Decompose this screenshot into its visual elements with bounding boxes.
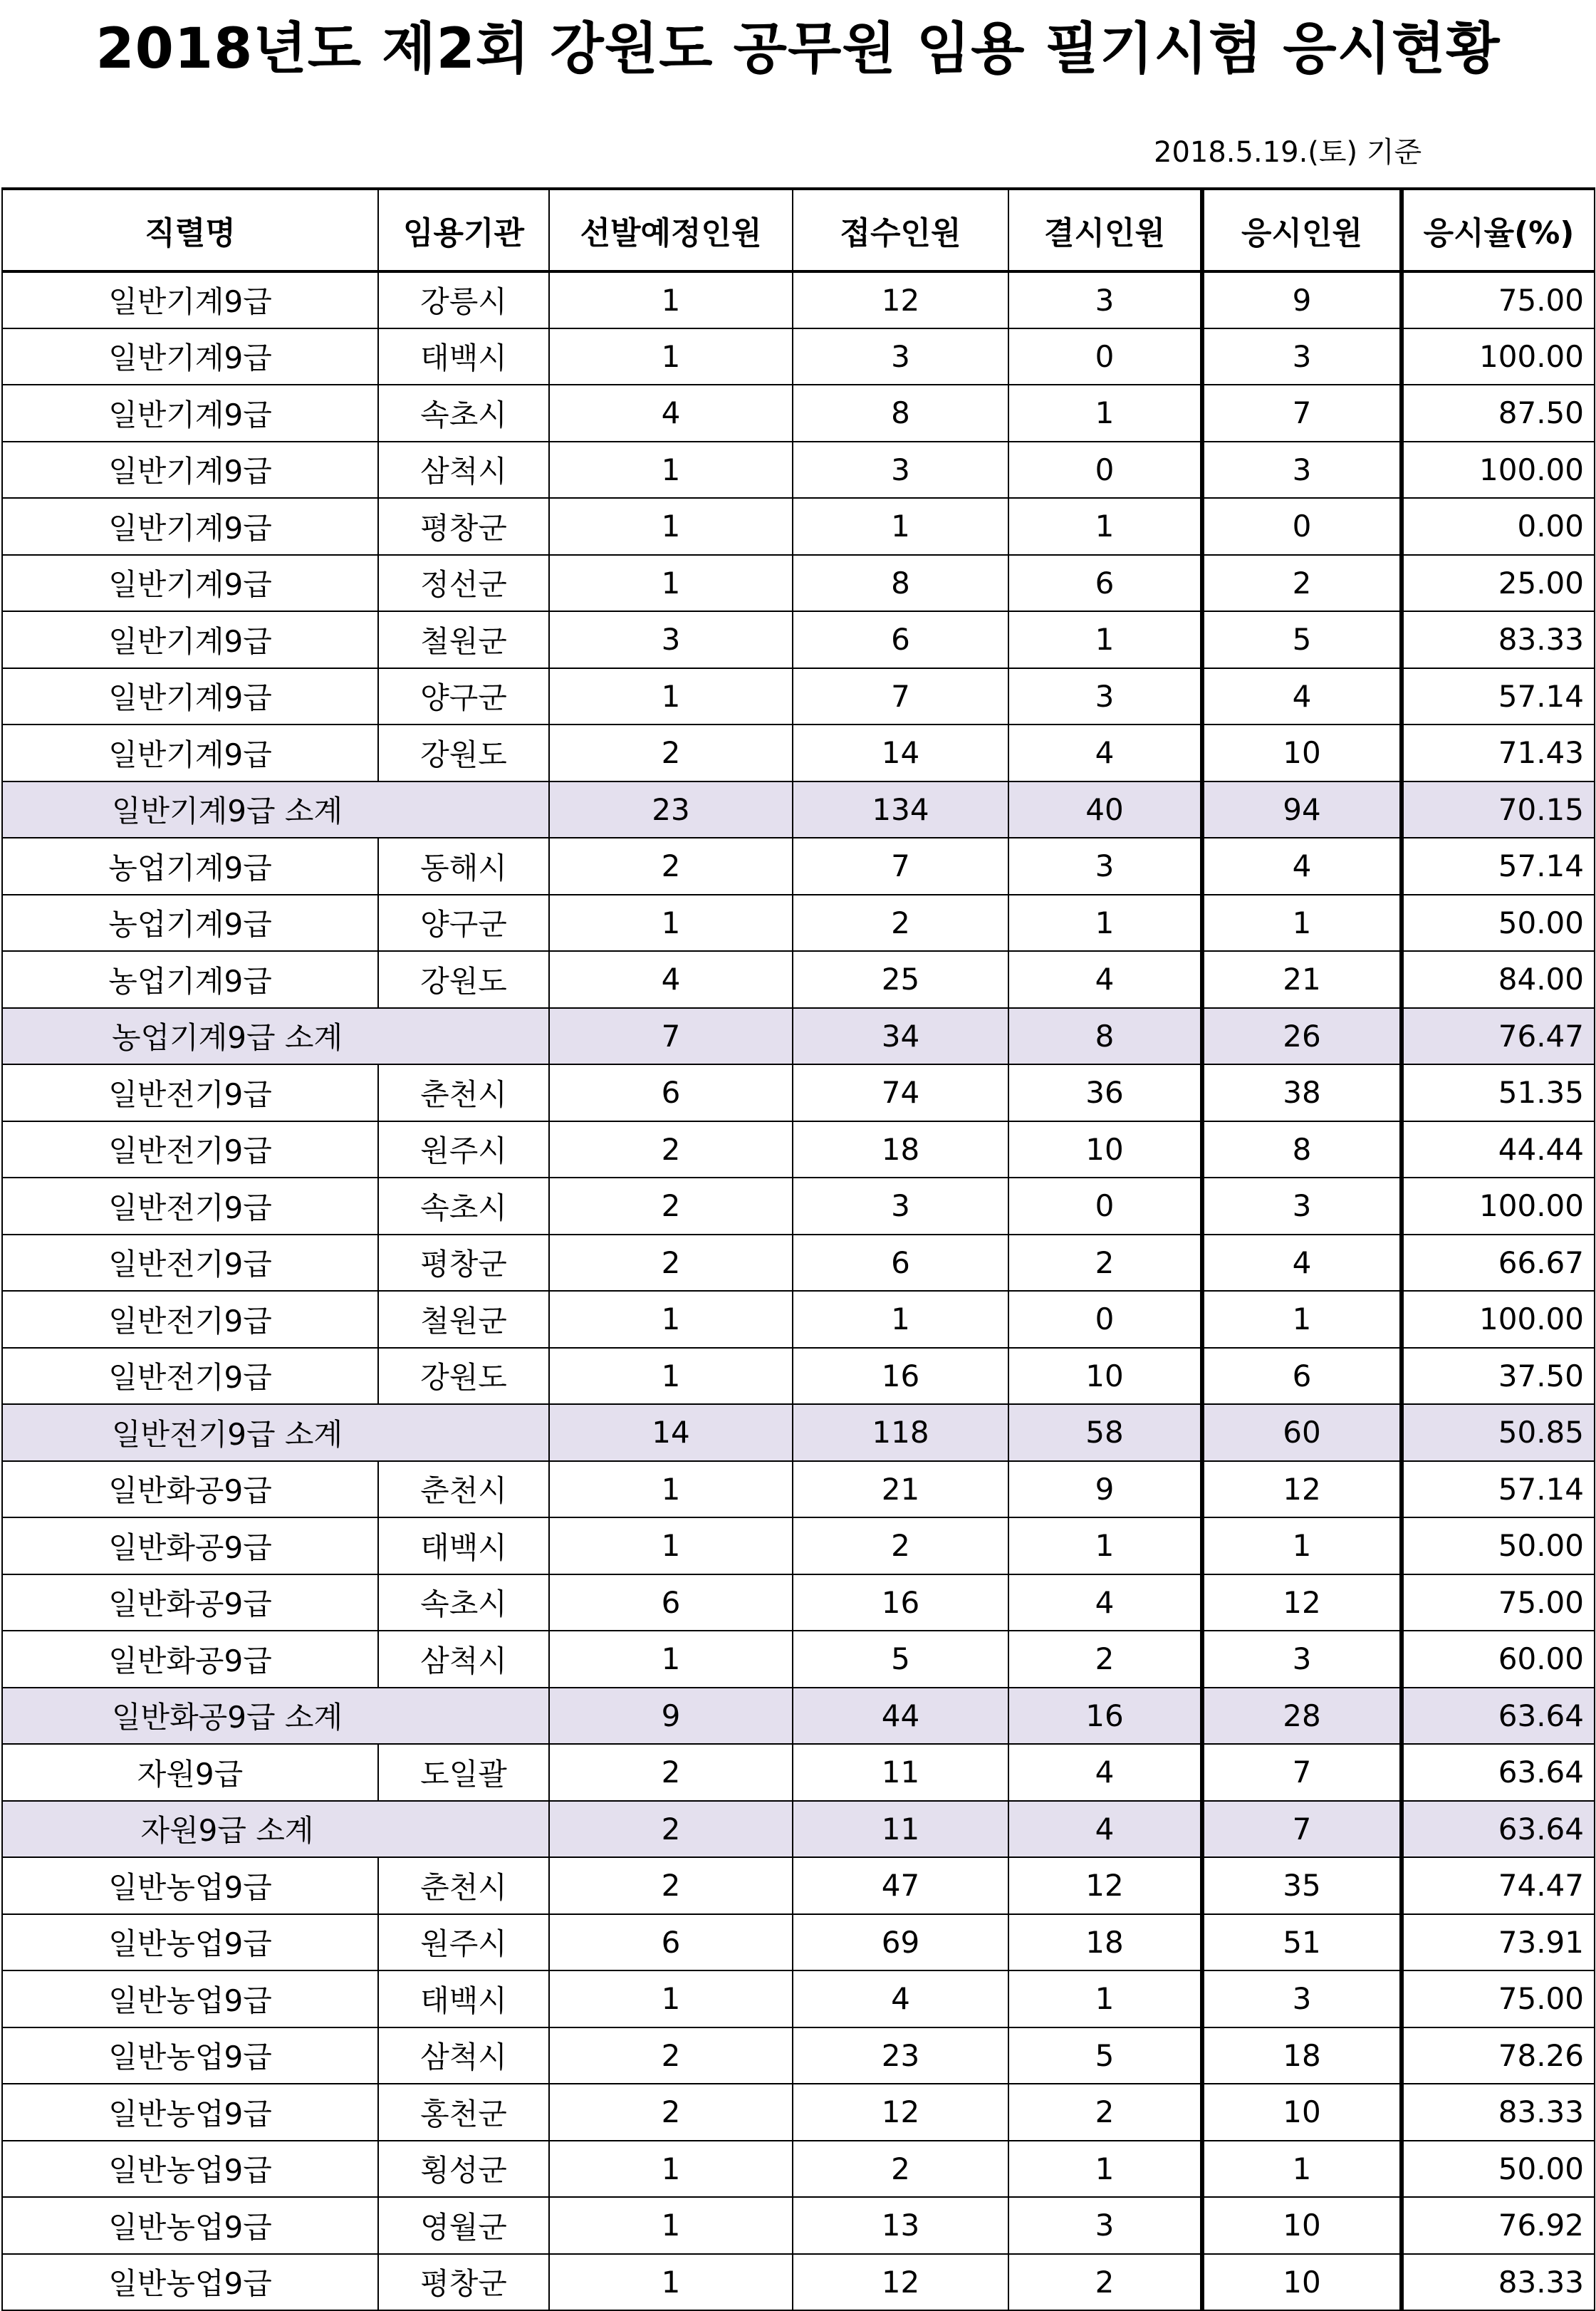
cell-rate: 37.50 — [1402, 1348, 1595, 1405]
cell-planned: 6 — [549, 1064, 793, 1121]
cell-series: 일반화공9급 — [2, 1461, 378, 1518]
cell-series: 일반기계9급 — [2, 442, 378, 499]
cell-absent: 2 — [1008, 1631, 1202, 1688]
cell-applicants: 1 — [1202, 895, 1402, 952]
cell-planned: 4 — [549, 951, 793, 1008]
cell-planned: 6 — [549, 1574, 793, 1631]
cell-agency: 평창군 — [378, 1235, 549, 1292]
cell-agency: 원주시 — [378, 1914, 549, 1971]
cell-series: 일반농업9급 — [2, 1857, 378, 1914]
table-row — [2, 1235, 1595, 1292]
cell-agency: 태백시 — [378, 328, 549, 385]
cell-series: 일반기계9급 — [2, 385, 378, 442]
header-absent: 결시인원 — [1008, 189, 1202, 271]
cell-agency: 횡성군 — [378, 2141, 549, 2198]
cell-received: 7 — [793, 668, 1008, 725]
cell-received: 16 — [793, 1348, 1008, 1405]
table-header-row — [2, 189, 1595, 271]
cell-agency: 삼척시 — [378, 442, 549, 499]
cell-absent: 1 — [1008, 895, 1202, 952]
table-body — [2, 271, 1595, 2310]
cell-planned: 1 — [549, 271, 793, 328]
cell-applicants: 12 — [1202, 1461, 1402, 1518]
cell-series: 자원9급 — [2, 1744, 378, 1801]
header-rate: 응시율(%) — [1402, 189, 1595, 271]
cell-absent: 10 — [1008, 1348, 1202, 1405]
cell-received: 12 — [793, 271, 1008, 328]
cell-agency: 강원도 — [378, 951, 549, 1008]
table-row — [2, 2084, 1595, 2141]
reference-date: 2018.5.19.(토) 기준 — [1154, 136, 1422, 169]
table-row — [2, 1348, 1595, 1405]
table-row — [2, 2197, 1595, 2254]
table-row — [2, 668, 1595, 725]
cell-applicants: 3 — [1202, 1178, 1402, 1235]
cell-planned: 1 — [549, 1970, 793, 2027]
cell-applicants: 4 — [1202, 838, 1402, 895]
subtotal-label: 일반전기9급 소계 — [2, 1404, 549, 1461]
cell-agency: 속초시 — [378, 385, 549, 442]
cell-absent: 18 — [1008, 1914, 1202, 1971]
cell-series: 일반기계9급 — [2, 271, 378, 328]
header-series: 직렬명 — [2, 189, 378, 271]
cell-rate: 75.00 — [1402, 1970, 1595, 2027]
cell-absent: 1 — [1008, 611, 1202, 668]
cell-planned: 2 — [549, 1857, 793, 1914]
cell-agency: 홍천군 — [378, 2084, 549, 2141]
cell-planned: 2 — [549, 1235, 793, 1292]
cell-planned: 1 — [549, 1517, 793, 1574]
table-row — [2, 951, 1595, 1008]
cell-rate: 76.92 — [1402, 2197, 1595, 2254]
cell-planned: 9 — [549, 1688, 793, 1745]
cell-planned: 1 — [549, 1631, 793, 1688]
cell-applicants: 21 — [1202, 951, 1402, 1008]
table-row — [2, 1631, 1595, 1688]
cell-series: 일반화공9급 — [2, 1631, 378, 1688]
cell-planned: 1 — [549, 2197, 793, 2254]
cell-received: 2 — [793, 1517, 1008, 1574]
cell-planned: 1 — [549, 442, 793, 499]
cell-rate: 76.47 — [1402, 1008, 1595, 1065]
cell-agency: 속초시 — [378, 1574, 549, 1631]
cell-agency: 강원도 — [378, 1348, 549, 1405]
cell-applicants: 10 — [1202, 2197, 1402, 2254]
cell-series: 일반기계9급 — [2, 328, 378, 385]
cell-agency: 동해시 — [378, 838, 549, 895]
cell-series: 농업기계9급 — [2, 838, 378, 895]
cell-absent: 3 — [1008, 2197, 1202, 2254]
cell-applicants: 5 — [1202, 611, 1402, 668]
cell-series: 농업기계9급 — [2, 895, 378, 952]
cell-agency: 삼척시 — [378, 2027, 549, 2084]
cell-absent: 16 — [1008, 1688, 1202, 1745]
cell-absent: 2 — [1008, 2084, 1202, 2141]
cell-planned: 2 — [549, 2027, 793, 2084]
cell-received: 3 — [793, 442, 1008, 499]
subtotal-label: 일반화공9급 소계 — [2, 1688, 549, 1745]
cell-rate: 100.00 — [1402, 1178, 1595, 1235]
cell-series: 일반기계9급 — [2, 725, 378, 781]
cell-applicants: 3 — [1202, 328, 1402, 385]
cell-absent: 4 — [1008, 1801, 1202, 1858]
cell-planned: 1 — [549, 895, 793, 952]
cell-agency: 영월군 — [378, 2197, 549, 2254]
cell-planned: 1 — [549, 2141, 793, 2198]
cell-received: 44 — [793, 1688, 1008, 1745]
cell-series: 농업기계9급 — [2, 951, 378, 1008]
cell-received: 23 — [793, 2027, 1008, 2084]
cell-agency: 철원군 — [378, 1291, 549, 1348]
cell-applicants: 60 — [1202, 1404, 1402, 1461]
cell-rate: 63.64 — [1402, 1801, 1595, 1858]
cell-applicants: 1 — [1202, 2141, 1402, 2198]
cell-received: 6 — [793, 1235, 1008, 1292]
cell-absent: 40 — [1008, 781, 1202, 838]
cell-applicants: 7 — [1202, 385, 1402, 442]
cell-received: 12 — [793, 2254, 1008, 2311]
cell-received: 11 — [793, 1801, 1008, 1858]
cell-rate: 70.15 — [1402, 781, 1595, 838]
table-row — [2, 442, 1595, 499]
cell-received: 3 — [793, 1178, 1008, 1235]
cell-rate: 0.00 — [1402, 498, 1595, 555]
cell-applicants: 0 — [1202, 498, 1402, 555]
cell-planned: 3 — [549, 611, 793, 668]
cell-applicants: 4 — [1202, 1235, 1402, 1292]
table-row — [2, 2141, 1595, 2198]
table-row — [2, 1121, 1595, 1178]
table-row — [2, 271, 1595, 328]
cell-planned: 2 — [549, 1801, 793, 1858]
subtotal-row — [2, 1801, 1595, 1858]
cell-rate: 100.00 — [1402, 328, 1595, 385]
header-received: 접수인원 — [793, 189, 1008, 271]
table-row — [2, 1914, 1595, 1971]
table-row — [2, 725, 1595, 781]
cell-rate: 74.47 — [1402, 1857, 1595, 1914]
table-row — [2, 838, 1595, 895]
cell-planned: 7 — [549, 1008, 793, 1065]
cell-series: 일반농업9급 — [2, 2027, 378, 2084]
exam-status-table — [1, 187, 1595, 2311]
cell-series: 일반농업9급 — [2, 2141, 378, 2198]
cell-planned: 1 — [549, 555, 793, 612]
cell-received: 13 — [793, 2197, 1008, 2254]
table-row — [2, 1517, 1595, 1574]
cell-applicants: 3 — [1202, 442, 1402, 499]
cell-agency: 평창군 — [378, 2254, 549, 2311]
cell-absent: 12 — [1008, 1857, 1202, 1914]
cell-received: 3 — [793, 328, 1008, 385]
cell-agency: 삼척시 — [378, 1631, 549, 1688]
cell-planned: 1 — [549, 2254, 793, 2311]
cell-received: 34 — [793, 1008, 1008, 1065]
table-row — [2, 1574, 1595, 1631]
cell-rate: 78.26 — [1402, 2027, 1595, 2084]
cell-rate: 75.00 — [1402, 1574, 1595, 1631]
cell-rate: 100.00 — [1402, 1291, 1595, 1348]
cell-absent: 9 — [1008, 1461, 1202, 1518]
cell-received: 47 — [793, 1857, 1008, 1914]
table-row — [2, 1857, 1595, 1914]
cell-applicants: 35 — [1202, 1857, 1402, 1914]
subtotal-label: 자원9급 소계 — [2, 1801, 549, 1858]
cell-received: 1 — [793, 1291, 1008, 1348]
table-row — [2, 328, 1595, 385]
subtotal-row — [2, 1404, 1595, 1461]
cell-absent: 3 — [1008, 668, 1202, 725]
cell-agency: 태백시 — [378, 1970, 549, 2027]
cell-series: 일반기계9급 — [2, 555, 378, 612]
cell-received: 16 — [793, 1574, 1008, 1631]
cell-applicants: 10 — [1202, 2254, 1402, 2311]
cell-rate: 73.91 — [1402, 1914, 1595, 1971]
cell-planned: 1 — [549, 1291, 793, 1348]
table-row — [2, 1461, 1595, 1518]
cell-series: 일반농업9급 — [2, 1970, 378, 2027]
cell-rate: 25.00 — [1402, 555, 1595, 612]
cell-rate: 63.64 — [1402, 1744, 1595, 1801]
cell-applicants: 38 — [1202, 1064, 1402, 1121]
cell-series: 일반기계9급 — [2, 611, 378, 668]
cell-received: 4 — [793, 1970, 1008, 2027]
cell-received: 7 — [793, 838, 1008, 895]
cell-absent: 5 — [1008, 2027, 1202, 2084]
table-row — [2, 611, 1595, 668]
cell-series: 일반전기9급 — [2, 1064, 378, 1121]
header-applicants: 응시인원 — [1202, 189, 1402, 271]
cell-planned: 14 — [549, 1404, 793, 1461]
cell-rate: 83.33 — [1402, 611, 1595, 668]
cell-absent: 0 — [1008, 442, 1202, 499]
subtotal-label: 농업기계9급 소계 — [2, 1008, 549, 1065]
cell-received: 11 — [793, 1744, 1008, 1801]
cell-agency: 양구군 — [378, 895, 549, 952]
cell-planned: 2 — [549, 725, 793, 781]
cell-series: 일반농업9급 — [2, 1914, 378, 1971]
cell-rate: 50.00 — [1402, 1517, 1595, 1574]
cell-series: 일반전기9급 — [2, 1121, 378, 1178]
cell-planned: 23 — [549, 781, 793, 838]
cell-planned: 2 — [549, 1178, 793, 1235]
cell-rate: 63.64 — [1402, 1688, 1595, 1745]
table-row — [2, 1064, 1595, 1121]
cell-applicants: 1 — [1202, 1517, 1402, 1574]
cell-rate: 57.14 — [1402, 668, 1595, 725]
cell-received: 1 — [793, 498, 1008, 555]
cell-agency: 춘천시 — [378, 1857, 549, 1914]
header-planned: 선발예정인원 — [549, 189, 793, 271]
cell-rate: 84.00 — [1402, 951, 1595, 1008]
cell-received: 118 — [793, 1404, 1008, 1461]
cell-applicants: 4 — [1202, 668, 1402, 725]
cell-planned: 6 — [549, 1914, 793, 1971]
cell-applicants: 7 — [1202, 1744, 1402, 1801]
cell-planned: 1 — [549, 498, 793, 555]
cell-absent: 0 — [1008, 328, 1202, 385]
cell-rate: 66.67 — [1402, 1235, 1595, 1292]
cell-agency: 강원도 — [378, 725, 549, 781]
cell-absent: 1 — [1008, 385, 1202, 442]
cell-applicants: 18 — [1202, 2027, 1402, 2084]
table-row — [2, 1970, 1595, 2027]
cell-planned: 1 — [549, 668, 793, 725]
cell-absent: 2 — [1008, 2254, 1202, 2311]
cell-applicants: 10 — [1202, 725, 1402, 781]
cell-agency: 춘천시 — [378, 1461, 549, 1518]
cell-agency: 속초시 — [378, 1178, 549, 1235]
cell-absent: 0 — [1008, 1178, 1202, 1235]
table-row — [2, 1178, 1595, 1235]
cell-rate: 60.00 — [1402, 1631, 1595, 1688]
cell-absent: 36 — [1008, 1064, 1202, 1121]
cell-planned: 2 — [549, 2084, 793, 2141]
cell-series: 일반화공9급 — [2, 1574, 378, 1631]
cell-received: 25 — [793, 951, 1008, 1008]
cell-absent: 6 — [1008, 555, 1202, 612]
cell-applicants: 51 — [1202, 1914, 1402, 1971]
table-row — [2, 2027, 1595, 2084]
cell-agency: 도일괄 — [378, 1744, 549, 1801]
cell-applicants: 6 — [1202, 1348, 1402, 1405]
table-row — [2, 498, 1595, 555]
cell-rate: 50.85 — [1402, 1404, 1595, 1461]
cell-received: 2 — [793, 895, 1008, 952]
cell-planned: 2 — [549, 838, 793, 895]
cell-absent: 1 — [1008, 2141, 1202, 2198]
cell-rate: 87.50 — [1402, 385, 1595, 442]
cell-applicants: 26 — [1202, 1008, 1402, 1065]
cell-applicants: 10 — [1202, 2084, 1402, 2141]
cell-series: 일반전기9급 — [2, 1178, 378, 1235]
cell-rate: 50.00 — [1402, 2141, 1595, 2198]
cell-planned: 1 — [549, 1348, 793, 1405]
cell-series: 일반전기9급 — [2, 1348, 378, 1405]
cell-agency: 춘천시 — [378, 1064, 549, 1121]
cell-applicants: 3 — [1202, 1970, 1402, 2027]
table-row — [2, 2254, 1595, 2311]
cell-series: 일반기계9급 — [2, 498, 378, 555]
cell-agency: 정선군 — [378, 555, 549, 612]
cell-planned: 1 — [549, 1461, 793, 1518]
cell-planned: 1 — [549, 328, 793, 385]
cell-received: 6 — [793, 611, 1008, 668]
cell-rate: 57.14 — [1402, 838, 1595, 895]
header-agency: 임용기관 — [378, 189, 549, 271]
cell-applicants: 2 — [1202, 555, 1402, 612]
cell-absent: 0 — [1008, 1291, 1202, 1348]
cell-rate: 50.00 — [1402, 895, 1595, 952]
cell-rate: 57.14 — [1402, 1461, 1595, 1518]
cell-applicants: 8 — [1202, 1121, 1402, 1178]
cell-agency: 철원군 — [378, 611, 549, 668]
cell-series: 일반농업9급 — [2, 2197, 378, 2254]
cell-received: 134 — [793, 781, 1008, 838]
cell-absent: 4 — [1008, 725, 1202, 781]
cell-absent: 58 — [1008, 1404, 1202, 1461]
cell-received: 18 — [793, 1121, 1008, 1178]
cell-agency: 강릉시 — [378, 271, 549, 328]
cell-received: 8 — [793, 555, 1008, 612]
cell-agency: 평창군 — [378, 498, 549, 555]
cell-absent: 4 — [1008, 1574, 1202, 1631]
cell-planned: 4 — [549, 385, 793, 442]
cell-received: 14 — [793, 725, 1008, 781]
cell-applicants: 3 — [1202, 1631, 1402, 1688]
cell-planned: 2 — [549, 1121, 793, 1178]
cell-absent: 1 — [1008, 1517, 1202, 1574]
cell-rate: 75.00 — [1402, 271, 1595, 328]
cell-received: 2 — [793, 2141, 1008, 2198]
cell-rate: 71.43 — [1402, 725, 1595, 781]
cell-absent: 8 — [1008, 1008, 1202, 1065]
cell-absent: 4 — [1008, 951, 1202, 1008]
subtotal-label: 일반기계9급 소계 — [2, 781, 549, 838]
cell-received: 12 — [793, 2084, 1008, 2141]
cell-agency: 태백시 — [378, 1517, 549, 1574]
cell-applicants: 1 — [1202, 1291, 1402, 1348]
cell-received: 5 — [793, 1631, 1008, 1688]
cell-applicants: 9 — [1202, 271, 1402, 328]
subtotal-row — [2, 1008, 1595, 1065]
table-row — [2, 895, 1595, 952]
cell-absent: 3 — [1008, 838, 1202, 895]
cell-applicants: 94 — [1202, 781, 1402, 838]
table-row — [2, 385, 1595, 442]
cell-absent: 3 — [1008, 271, 1202, 328]
table-row — [2, 1291, 1595, 1348]
cell-absent: 4 — [1008, 1744, 1202, 1801]
page-title: 2018년도 제2회 강원도 공무원 임용 필기시험 응시현황 — [95, 17, 1501, 81]
cell-rate: 51.35 — [1402, 1064, 1595, 1121]
cell-received: 21 — [793, 1461, 1008, 1518]
table-row — [2, 555, 1595, 612]
cell-series: 일반농업9급 — [2, 2254, 378, 2311]
cell-received: 74 — [793, 1064, 1008, 1121]
cell-absent: 1 — [1008, 498, 1202, 555]
cell-series: 일반농업9급 — [2, 2084, 378, 2141]
cell-rate: 83.33 — [1402, 2254, 1595, 2311]
subtotal-row — [2, 1688, 1595, 1745]
cell-applicants: 28 — [1202, 1688, 1402, 1745]
table-row — [2, 1744, 1595, 1801]
cell-absent: 10 — [1008, 1121, 1202, 1178]
cell-absent: 2 — [1008, 1235, 1202, 1292]
cell-received: 69 — [793, 1914, 1008, 1971]
cell-rate: 83.33 — [1402, 2084, 1595, 2141]
cell-series: 일반전기9급 — [2, 1291, 378, 1348]
cell-received: 8 — [793, 385, 1008, 442]
cell-rate: 100.00 — [1402, 442, 1595, 499]
cell-agency: 원주시 — [378, 1121, 549, 1178]
cell-series: 일반화공9급 — [2, 1517, 378, 1574]
cell-applicants: 7 — [1202, 1801, 1402, 1858]
cell-series: 일반기계9급 — [2, 668, 378, 725]
cell-rate: 44.44 — [1402, 1121, 1595, 1178]
cell-planned: 2 — [549, 1744, 793, 1801]
cell-series: 일반전기9급 — [2, 1235, 378, 1292]
cell-applicants: 12 — [1202, 1574, 1402, 1631]
subtotal-row — [2, 781, 1595, 838]
cell-agency: 양구군 — [378, 668, 549, 725]
cell-absent: 1 — [1008, 1970, 1202, 2027]
